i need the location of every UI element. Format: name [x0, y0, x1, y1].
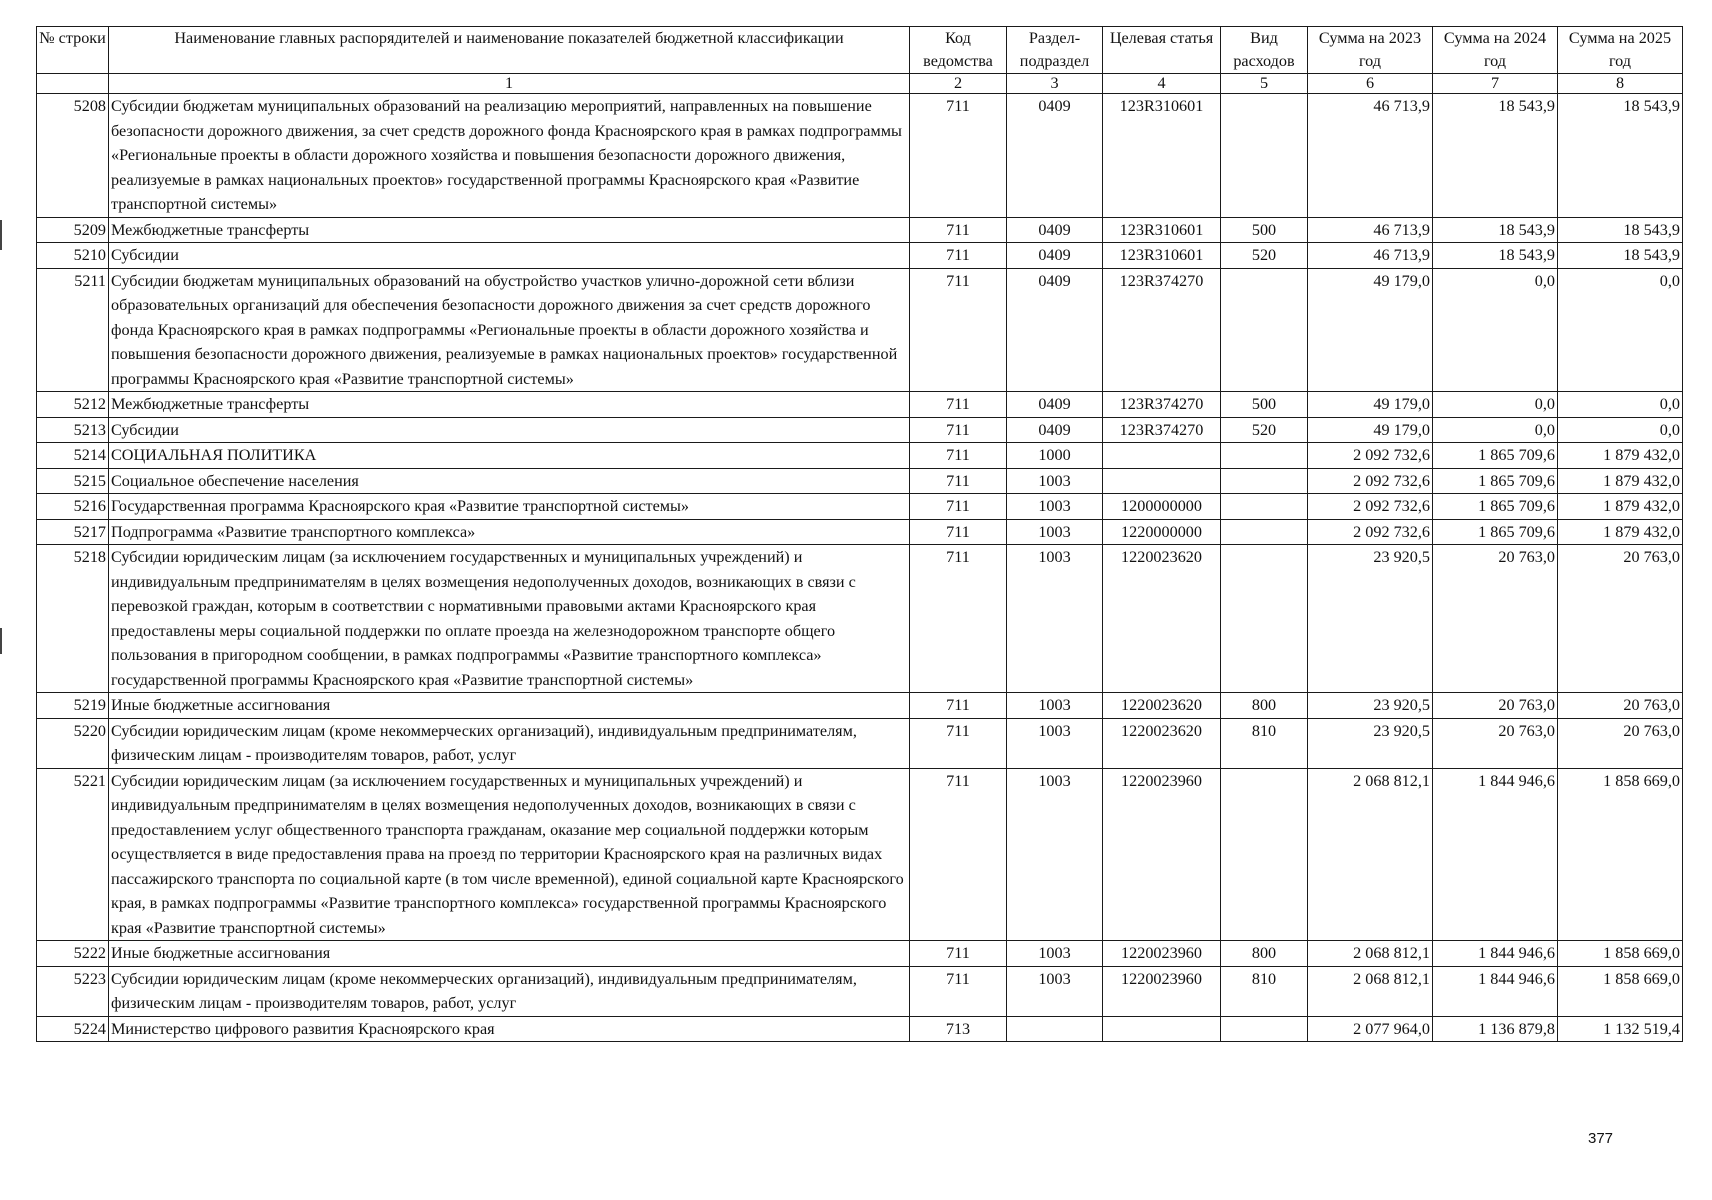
target-article-cell: 123R310601 — [1103, 217, 1221, 243]
header-target: Целевая статья — [1103, 27, 1221, 74]
column-number: 1 — [109, 74, 910, 94]
row-number-cell: 5222 — [37, 941, 109, 967]
section-code-cell: 1003 — [1007, 693, 1103, 719]
section-code-cell: 1000 — [1007, 443, 1103, 469]
sum-2024-cell: 1 844 946,6 — [1433, 941, 1558, 967]
sum-2025-cell: 20 763,0 — [1558, 545, 1683, 693]
dept-code-cell: 711 — [910, 243, 1007, 269]
dept-code-cell: 711 — [910, 94, 1007, 218]
row-number-cell: 5221 — [37, 768, 109, 941]
row-number-cell: 5216 — [37, 494, 109, 520]
row-name-cell: Субсидии юридическим лицам (кроме некоммерческих организаций), индивидуальным предпринимателям, физическим лицам - производителям товаров, работ, услуг — [109, 718, 910, 768]
header-section: Раздел-подраздел — [1007, 27, 1103, 74]
sum-2025-cell: 1 132 519,4 — [1558, 1016, 1683, 1042]
sum-2025-cell: 0,0 — [1558, 417, 1683, 443]
target-article-cell: 123R310601 — [1103, 94, 1221, 218]
table-row — [37, 443, 1683, 469]
sum-2025-cell: 1 858 669,0 — [1558, 768, 1683, 941]
sum-2025-cell: 20 763,0 — [1558, 693, 1683, 719]
expense-kind-cell: 500 — [1221, 392, 1308, 418]
sum-2023-cell: 2 092 732,6 — [1308, 494, 1433, 520]
target-article-cell: 1220023960 — [1103, 768, 1221, 941]
target-article-cell: 123R374270 — [1103, 392, 1221, 418]
row-number-cell: 5215 — [37, 468, 109, 494]
row-number-cell: 5208 — [37, 94, 109, 218]
sum-2023-cell: 2 092 732,6 — [1308, 468, 1433, 494]
sum-2023-cell: 2 068 812,1 — [1308, 966, 1433, 1016]
sum-2023-cell: 2 077 964,0 — [1308, 1016, 1433, 1042]
section-code-cell — [1007, 1016, 1103, 1042]
column-number: 6 — [1308, 74, 1433, 94]
table-row — [37, 1016, 1683, 1042]
row-name-cell: Межбюджетные трансферты — [109, 392, 910, 418]
row-number-cell: 5212 — [37, 392, 109, 418]
sum-2025-cell: 1 858 669,0 — [1558, 941, 1683, 967]
sum-2023-cell: 2 092 732,6 — [1308, 519, 1433, 545]
column-number: 8 — [1558, 74, 1683, 94]
sum-2023-cell: 2 068 812,1 — [1308, 768, 1433, 941]
row-name-cell: Подпрограмма «Развитие транспортного комплекса» — [109, 519, 910, 545]
dept-code-cell: 711 — [910, 718, 1007, 768]
sum-2025-cell: 18 543,9 — [1558, 94, 1683, 218]
table-row — [37, 768, 1683, 941]
header-name: Наименование главных распорядителей и наименование показателей бюджетной классификации — [109, 27, 910, 74]
column-number: 5 — [1221, 74, 1308, 94]
row-number-cell: 5214 — [37, 443, 109, 469]
column-number — [37, 74, 109, 94]
expense-kind-cell: 500 — [1221, 217, 1308, 243]
margin-mark-bottom — [0, 628, 2, 654]
dept-code-cell: 711 — [910, 693, 1007, 719]
row-name-cell: Субсидии бюджетам муниципальных образований на обустройство участков улично-дорожной сети вблизи образовательных организаций для обеспечения безопасности дорожного движения за счет средств дорожного фонда Красноярского края в рамках подпрограммы «Региональные проекты в области дорожного хозяйства и повышения безопасности дорожного движения, реализуемые в рамках национальных проектов» государственной программы Красноярского края «Развитие транспортной системы» — [109, 268, 910, 392]
table-row — [37, 966, 1683, 1016]
sum-2024-cell: 20 763,0 — [1433, 545, 1558, 693]
row-number-cell: 5209 — [37, 217, 109, 243]
sum-2023-cell: 46 713,9 — [1308, 94, 1433, 218]
dept-code-cell: 711 — [910, 494, 1007, 520]
table-row — [37, 268, 1683, 392]
expense-kind-cell — [1221, 268, 1308, 392]
section-code-cell: 1003 — [1007, 718, 1103, 768]
sum-2024-cell: 0,0 — [1433, 392, 1558, 418]
header-kind: Вид расходов — [1221, 27, 1308, 74]
section-code-cell: 0409 — [1007, 94, 1103, 218]
dept-code-cell: 711 — [910, 443, 1007, 469]
section-code-cell: 1003 — [1007, 494, 1103, 520]
table-row — [37, 545, 1683, 693]
sum-2025-cell: 1 858 669,0 — [1558, 966, 1683, 1016]
column-number: 3 — [1007, 74, 1103, 94]
sum-2023-cell: 23 920,5 — [1308, 718, 1433, 768]
row-number-cell: 5224 — [37, 1016, 109, 1042]
section-code-cell: 1003 — [1007, 519, 1103, 545]
target-article-cell — [1103, 468, 1221, 494]
row-name-cell: Межбюджетные трансферты — [109, 217, 910, 243]
row-name-cell: Государственная программа Красноярского края «Развитие транспортной системы» — [109, 494, 910, 520]
expense-kind-cell — [1221, 519, 1308, 545]
expense-kind-cell: 800 — [1221, 941, 1308, 967]
expense-kind-cell — [1221, 443, 1308, 469]
dept-code-cell: 711 — [910, 392, 1007, 418]
sum-2024-cell: 1 865 709,6 — [1433, 494, 1558, 520]
sum-2025-cell: 1 879 432,0 — [1558, 468, 1683, 494]
dept-code-cell: 711 — [910, 941, 1007, 967]
dept-code-cell: 711 — [910, 768, 1007, 941]
table-row — [37, 718, 1683, 768]
section-code-cell: 0409 — [1007, 268, 1103, 392]
row-number-cell: 5219 — [37, 693, 109, 719]
expense-kind-cell: 520 — [1221, 417, 1308, 443]
row-name-cell: Субсидии — [109, 243, 910, 269]
sum-2025-cell: 18 543,9 — [1558, 243, 1683, 269]
table-row — [37, 94, 1683, 218]
expense-kind-cell: 800 — [1221, 693, 1308, 719]
header-dept: Код ведомства — [910, 27, 1007, 74]
target-article-cell: 123R310601 — [1103, 243, 1221, 269]
row-number-cell: 5213 — [37, 417, 109, 443]
sum-2024-cell: 18 543,9 — [1433, 94, 1558, 218]
budget-page — [36, 26, 1682, 1042]
dept-code-cell: 711 — [910, 268, 1007, 392]
dept-code-cell: 711 — [910, 468, 1007, 494]
expense-kind-cell — [1221, 1016, 1308, 1042]
target-article-cell: 1220023620 — [1103, 545, 1221, 693]
expense-kind-cell — [1221, 468, 1308, 494]
row-number-cell: 5220 — [37, 718, 109, 768]
table-row — [37, 468, 1683, 494]
sum-2023-cell: 49 179,0 — [1308, 417, 1433, 443]
dept-code-cell: 713 — [910, 1016, 1007, 1042]
expense-kind-cell — [1221, 545, 1308, 693]
sum-2023-cell: 23 920,5 — [1308, 693, 1433, 719]
row-name-cell: Субсидии юридическим лицам (кроме некоммерческих организаций), индивидуальным предпринимателям, физическим лицам - производителям товаров, работ, услуг — [109, 966, 910, 1016]
expense-kind-cell — [1221, 494, 1308, 520]
table-body — [37, 94, 1683, 1042]
row-number-cell: 5210 — [37, 243, 109, 269]
target-article-cell: 1220023620 — [1103, 718, 1221, 768]
row-number-cell: 5218 — [37, 545, 109, 693]
section-code-cell: 0409 — [1007, 243, 1103, 269]
sum-2024-cell: 18 543,9 — [1433, 217, 1558, 243]
sum-2025-cell: 1 879 432,0 — [1558, 519, 1683, 545]
table-row — [37, 519, 1683, 545]
sum-2025-cell: 20 763,0 — [1558, 718, 1683, 768]
row-name-cell: Иные бюджетные ассигнования — [109, 941, 910, 967]
expense-kind-cell: 810 — [1221, 718, 1308, 768]
row-name-cell: Субсидии бюджетам муниципальных образований на реализацию мероприятий, направленных на повышение безопасности дорожного движения, за счет средств дорожного фонда Красноярского края в рамках подпрограммы «Региональные проекты в области дорожного хозяйства и повышения безопасности дорожного движения, реализуемые в рамках национальных проектов» государственной программы Красноярского края «Развитие транспортной системы» — [109, 94, 910, 218]
header-sum-2023: Сумма на 2023 год — [1308, 27, 1433, 74]
row-number-cell: 5217 — [37, 519, 109, 545]
expense-kind-cell — [1221, 94, 1308, 218]
sum-2023-cell: 49 179,0 — [1308, 268, 1433, 392]
margin-mark-top — [0, 220, 2, 250]
target-article-cell: 1200000000 — [1103, 494, 1221, 520]
sum-2023-cell: 46 713,9 — [1308, 217, 1433, 243]
row-name-cell: Субсидии юридическим лицам (за исключением государственных и муниципальных учреждений) и индивидуальным предпринимателям в целях возмещения недополученных доходов, возникающих в связи с перевозкой граждан, которым в соответствии с нормативными правовыми актами Красноярского края предоставлены меры социальной поддержки по оплате проезда на железнодорожном транспорте общего пользования в пригородном сообщении, в рамках подпрограммы «Развитие транспортного комплекса» государственной программы Красноярского края «Развитие транспортной системы» — [109, 545, 910, 693]
sum-2024-cell: 20 763,0 — [1433, 693, 1558, 719]
row-name-cell: Министерство цифрового развития Красноярского края — [109, 1016, 910, 1042]
sum-2023-cell: 2 092 732,6 — [1308, 443, 1433, 469]
table-row — [37, 417, 1683, 443]
row-number-cell: 5223 — [37, 966, 109, 1016]
table-row — [37, 941, 1683, 967]
column-number: 4 — [1103, 74, 1221, 94]
section-code-cell: 1003 — [1007, 966, 1103, 1016]
budget-table — [36, 26, 1683, 1042]
sum-2025-cell: 18 543,9 — [1558, 217, 1683, 243]
target-article-cell: 1220023960 — [1103, 941, 1221, 967]
table-row — [37, 217, 1683, 243]
sum-2025-cell: 0,0 — [1558, 268, 1683, 392]
table-row — [37, 243, 1683, 269]
row-name-cell: Субсидии — [109, 417, 910, 443]
target-article-cell: 123R374270 — [1103, 417, 1221, 443]
row-name-cell: Субсидии юридическим лицам (за исключением государственных и муниципальных учреждений) и индивидуальным предпринимателям в целях возмещения недополученных доходов, возникающих в связи с предоставлением услуг общественного транспорта гражданам, оказание мер социальной поддержки которым осуществляется в виде предоставления права на проезд по территории Красноярского края на различных видах пассажирского транспорта по социальной карте (в том числе временной), единой социальной карте Красноярского края, в рамках подпрограммы «Развитие транспортного комплекса» государственной программы Красноярского края «Развитие транспортной системы» — [109, 768, 910, 941]
row-number-cell: 5211 — [37, 268, 109, 392]
sum-2024-cell: 1 136 879,8 — [1433, 1016, 1558, 1042]
column-number: 7 — [1433, 74, 1558, 94]
sum-2023-cell: 2 068 812,1 — [1308, 941, 1433, 967]
sum-2023-cell: 23 920,5 — [1308, 545, 1433, 693]
sum-2024-cell: 1 865 709,6 — [1433, 443, 1558, 469]
column-number-row — [37, 74, 1683, 94]
sum-2025-cell: 0,0 — [1558, 392, 1683, 418]
target-article-cell — [1103, 1016, 1221, 1042]
target-article-cell: 123R374270 — [1103, 268, 1221, 392]
section-code-cell: 0409 — [1007, 417, 1103, 443]
section-code-cell: 0409 — [1007, 392, 1103, 418]
table-row — [37, 693, 1683, 719]
table-row — [37, 392, 1683, 418]
dept-code-cell: 711 — [910, 519, 1007, 545]
target-article-cell: 1220023620 — [1103, 693, 1221, 719]
row-name-cell: Социальное обеспечение населения — [109, 468, 910, 494]
section-code-cell: 1003 — [1007, 545, 1103, 693]
sum-2024-cell: 1 844 946,6 — [1433, 768, 1558, 941]
sum-2023-cell: 49 179,0 — [1308, 392, 1433, 418]
dept-code-cell: 711 — [910, 966, 1007, 1016]
sum-2024-cell: 1 865 709,6 — [1433, 468, 1558, 494]
table-row — [37, 494, 1683, 520]
dept-code-cell: 711 — [910, 545, 1007, 693]
sum-2024-cell: 20 763,0 — [1433, 718, 1558, 768]
sum-2024-cell: 0,0 — [1433, 268, 1558, 392]
target-article-cell: 1220000000 — [1103, 519, 1221, 545]
header-sum-2025: Сумма на 2025 год — [1558, 27, 1683, 74]
sum-2025-cell: 1 879 432,0 — [1558, 443, 1683, 469]
sum-2023-cell: 46 713,9 — [1308, 243, 1433, 269]
row-name-cell: СОЦИАЛЬНАЯ ПОЛИТИКА — [109, 443, 910, 469]
sum-2025-cell: 1 879 432,0 — [1558, 494, 1683, 520]
header-sum-2024: Сумма на 2024 год — [1433, 27, 1558, 74]
row-name-cell: Иные бюджетные ассигнования — [109, 693, 910, 719]
section-code-cell: 1003 — [1007, 941, 1103, 967]
header-row-no: № строки — [37, 27, 109, 74]
dept-code-cell: 711 — [910, 217, 1007, 243]
target-article-cell — [1103, 443, 1221, 469]
column-number: 2 — [910, 74, 1007, 94]
target-article-cell: 1220023960 — [1103, 966, 1221, 1016]
section-code-cell: 1003 — [1007, 768, 1103, 941]
expense-kind-cell — [1221, 768, 1308, 941]
dept-code-cell: 711 — [910, 417, 1007, 443]
section-code-cell: 0409 — [1007, 217, 1103, 243]
sum-2024-cell: 1 865 709,6 — [1433, 519, 1558, 545]
expense-kind-cell: 520 — [1221, 243, 1308, 269]
page-number: 377 — [1588, 1130, 1614, 1147]
sum-2024-cell: 0,0 — [1433, 417, 1558, 443]
table-header — [37, 27, 1683, 94]
expense-kind-cell: 810 — [1221, 966, 1308, 1016]
section-code-cell: 1003 — [1007, 468, 1103, 494]
sum-2024-cell: 1 844 946,6 — [1433, 966, 1558, 1016]
sum-2024-cell: 18 543,9 — [1433, 243, 1558, 269]
